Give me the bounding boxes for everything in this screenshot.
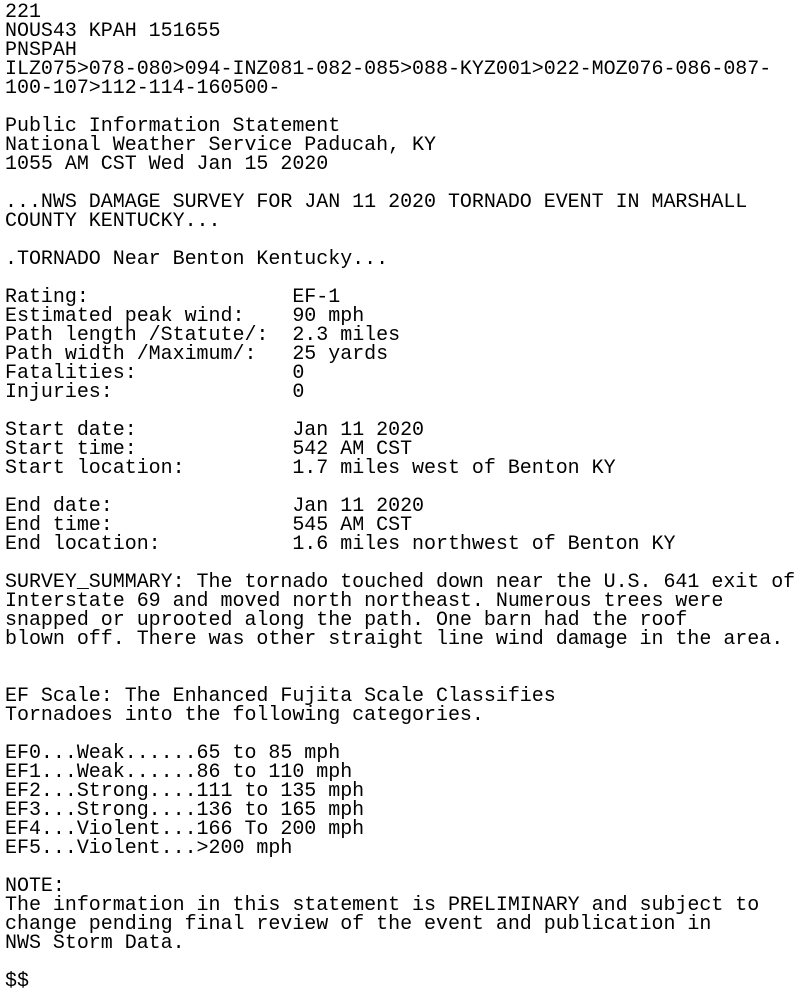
wmo-header: NOUS43 KPAH 151655 <box>5 20 221 43</box>
product-name: Public Information Statement <box>5 115 341 138</box>
start-value: 1.7 miles west of Benton KY <box>292 457 616 480</box>
start-label: Start date: <box>5 419 293 442</box>
stat-row-injuries <box>5 383 795 402</box>
end-location-row <box>5 535 795 554</box>
note-line: The information in this statement is PRELIMINARY and subject to <box>5 894 760 917</box>
stat-label: Fatalities: <box>5 362 293 385</box>
start-label: Start time: <box>5 438 293 461</box>
blank-line <box>5 953 795 972</box>
stat-value: 2.3 miles <box>292 324 401 347</box>
stat-value: 90 mph <box>292 305 365 328</box>
end-label: End date: <box>5 495 293 518</box>
end-value: Jan 11 2020 <box>292 495 425 518</box>
product-id: 221 <box>5 1 41 24</box>
start-location-row <box>5 459 795 478</box>
ugc-zones-line-1: ILZ075>078-080>094-INZ081-082-085>088-KYZ001>022-MOZ076-086-087- <box>5 58 772 81</box>
start-value: Jan 11 2020 <box>292 419 425 442</box>
end-label: End location: <box>5 533 293 556</box>
note-heading: NOTE: <box>5 875 65 898</box>
stat-label: Path width /Maximum/: <box>5 343 293 366</box>
ef-scale-intro-line-1: EF Scale: The Enhanced Fujita Scale Classifies <box>5 685 556 708</box>
stat-value: EF-1 <box>292 286 341 309</box>
stat-value: 25 yards <box>292 343 389 366</box>
blank-line <box>5 858 795 877</box>
start-label: Start location: <box>5 457 293 480</box>
ef-category-ef2: EF2...Strong....111 to 135 mph <box>5 780 365 803</box>
ef-category-ef4: EF4...Violent...166 To 200 mph <box>5 818 365 841</box>
blank-line <box>5 649 795 668</box>
ef-category-ef5: EF5...Violent...>200 mph <box>5 837 293 860</box>
survey-summary-line: Interstate 69 and moved north northeast. Numerous trees were <box>5 590 724 613</box>
event-title: .TORNADO Near Benton Kentucky... <box>5 248 389 271</box>
stat-label: Injuries: <box>5 381 293 404</box>
stat-label: Rating: <box>5 286 293 309</box>
issue-time: 1055 AM CST Wed Jan 15 2020 <box>5 153 329 176</box>
stat-label: Estimated peak wind: <box>5 305 293 328</box>
headline-line-2: COUNTY KENTUCKY... <box>5 210 221 233</box>
issuing-office: National Weather Service Paducah, KY <box>5 134 436 157</box>
start-value: 542 AM CST <box>292 438 413 461</box>
ugc-zones-line-2: 100-107>112-114-160500- <box>5 77 281 100</box>
end-of-product-marker: $$ <box>5 970 29 993</box>
note-line: change pending final review of the event and publication in <box>5 913 712 936</box>
survey-summary-line: SURVEY_SUMMARY: The tornado touched down near the U.S. 641 exit of <box>5 571 796 594</box>
stat-value: 0 <box>292 381 305 404</box>
end-label: End time: <box>5 514 293 537</box>
stat-label: Path length /Statute/: <box>5 324 293 347</box>
note-line: NWS Storm Data. <box>5 932 185 955</box>
end-value: 1.6 miles northwest of Benton KY <box>292 533 676 556</box>
public-information-statement <box>5 3 795 991</box>
headline-line-1: ...NWS DAMAGE SURVEY FOR JAN 11 2020 TORNADO EVENT IN MARSHALL <box>5 191 748 214</box>
survey-summary-line: snapped or uprooted along the path. One barn had the roof <box>5 609 688 632</box>
survey-summary-line: blown off. There was other straight line wind damage in the area. <box>5 628 784 651</box>
awips-id: PNSPAH <box>5 39 77 62</box>
ef-scale-intro-line-2: Tornadoes into the following categories. <box>5 704 484 727</box>
ef-category-ef3: EF3...Strong....136 to 165 mph <box>5 799 365 822</box>
ef-category-ef1: EF1...Weak......86 to 110 mph <box>5 761 353 784</box>
end-value: 545 AM CST <box>292 514 413 537</box>
ef-category-ef0: EF0...Weak......65 to 85 mph <box>5 742 341 765</box>
stat-value: 0 <box>292 362 305 385</box>
